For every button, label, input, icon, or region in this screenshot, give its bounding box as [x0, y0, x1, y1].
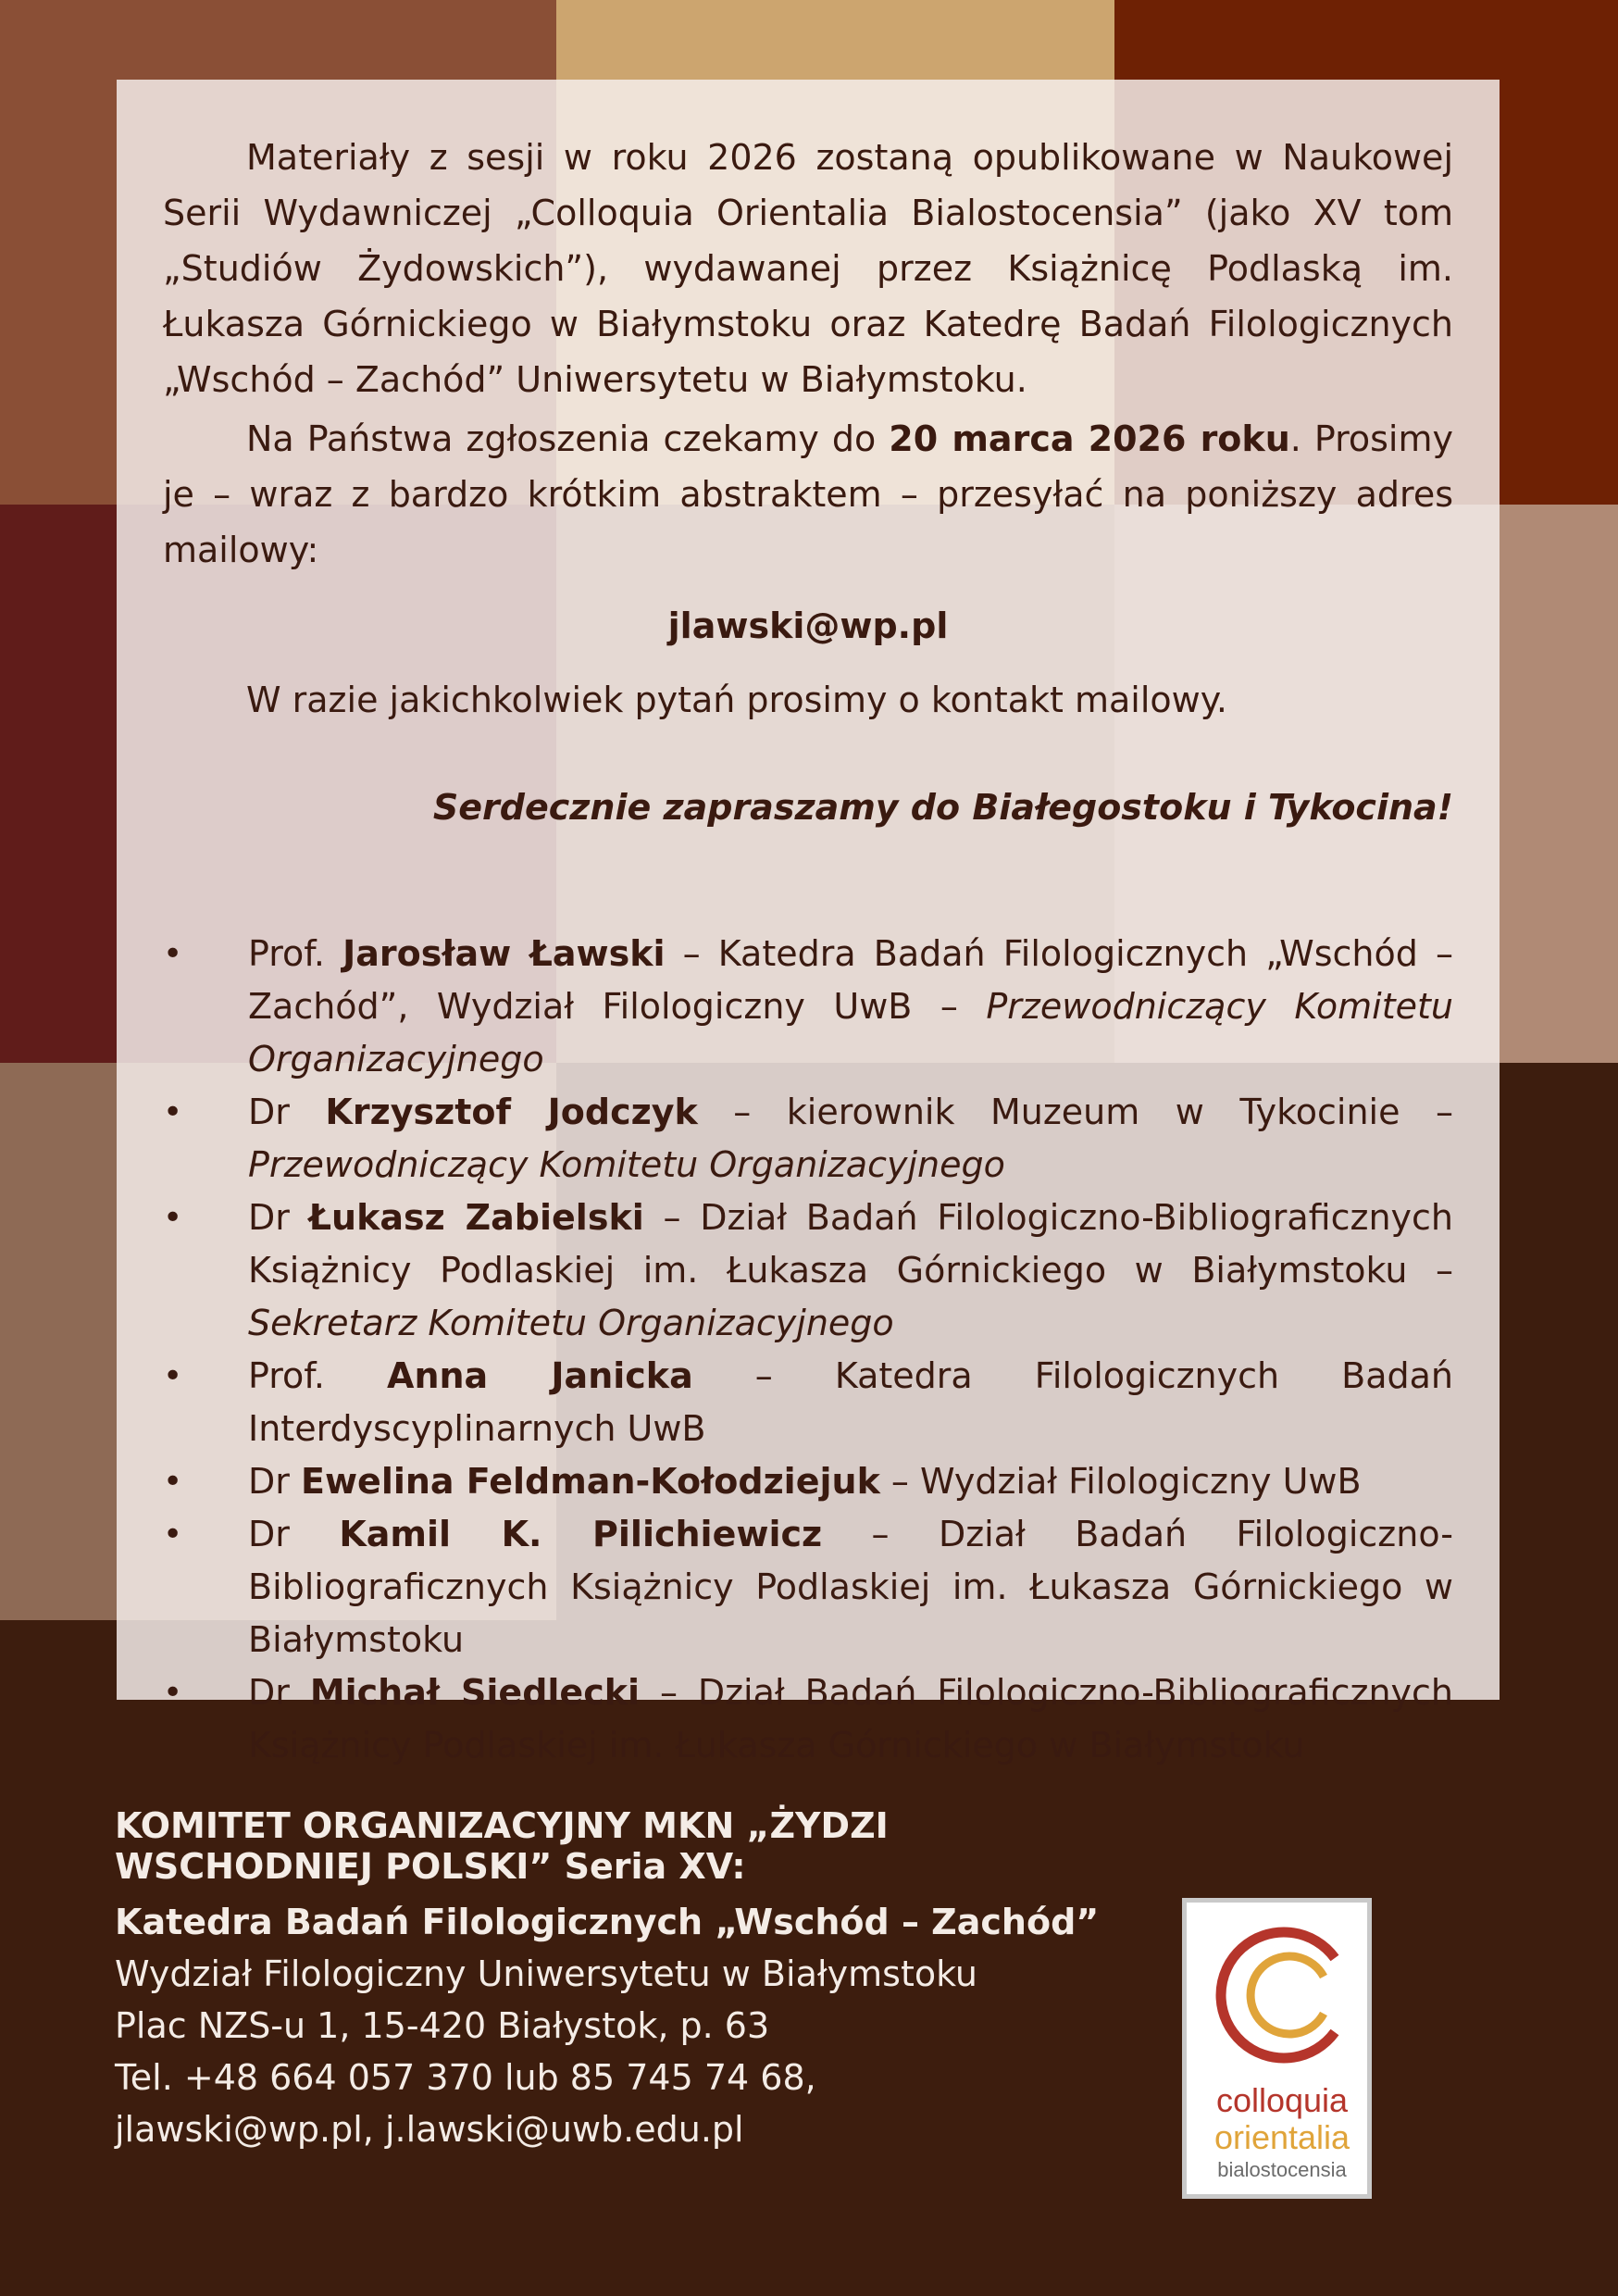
footer-address: Plac NZS-u 1, 15-420 Białystok, p. 63: [115, 2005, 770, 2046]
member-affiliation: – Wydział Filologiczny UwB: [879, 1461, 1362, 1502]
member-title: Dr: [248, 1672, 290, 1713]
member-affiliation: – Dział Badań Filologiczno-Bibliograficznych Książnicy Podlaskiej im. Łukasza Górnickiego w Białymstoku –: [248, 1197, 1453, 1291]
member-affiliation: – Dział Badań Filologiczno-Bibliograficznych Książnicy Podlaskiej im. Łukasza Górnickiego w Białymstoku: [248, 1514, 1454, 1660]
list-item: [163, 928, 1453, 1086]
member-name: Ewelina Feldman-Kołodziejuk: [300, 1461, 880, 1502]
deadline-text-before: Na Państwa zgłoszenia czekamy do: [246, 418, 890, 459]
invitation-text: Serdecznie zapraszamy do Białegostoku i Tykocina!: [432, 787, 1453, 828]
member-name: Michał Siedlecki: [309, 1672, 641, 1713]
member-title: Dr: [248, 1461, 290, 1502]
main-content: [163, 130, 1453, 1772]
member-name: Jarosław Ławski: [342, 933, 666, 974]
footer-faculty: Wydział Filologiczny Uniwersytetu w Białymstoku: [115, 1953, 978, 1994]
member-title: Dr: [248, 1514, 290, 1554]
member-affiliation: – Katedra Badań Filologicznych „Wschód – Zachód”, Wydział Filologiczny UwB –: [248, 933, 1453, 1027]
member-role: Przewodniczący Komitetu Organizacyjnego: [248, 1144, 1005, 1185]
bullet-icon: •: [163, 1674, 183, 1712]
deadline-text-after: . Prosimy je – wraz z bardzo krótkim abstraktem – przesyłać na poniższy adres mailowy:: [163, 418, 1453, 570]
logo-text-bialostocensia: bialostocensia: [1217, 2158, 1347, 2181]
logo-text-orientalia: orientalia: [1214, 2118, 1350, 2156]
submission-email[interactable]: jlawski@wp.pl: [667, 605, 949, 646]
member-name: Kamil K. Pilichiewicz: [339, 1514, 823, 1554]
member-name: Anna Janicka: [387, 1355, 693, 1396]
list-item: [163, 1086, 1453, 1192]
member-affiliation: – Dział Badań Filologiczno-Bibliograficznych Książnicy Podlaskiej im. Łukasza Górnickiego w Białymstoku: [248, 1672, 1453, 1766]
committee-list: [163, 928, 1453, 1772]
list-item: [163, 1350, 1453, 1455]
publication-paragraph: Materiały z sesji w roku 2026 zostaną opublikowane w Naukowej Serii Wydawniczej „Colloquia Orientalia Bialostocensia” (jako XV tom „Studiów Żydowskich”), wydawanej przez Książnicę Podlaską im. Łukasza Górnickiego w Białymstoku oraz Katedrę Badań Filologicznych „Wschód – Zachód” Uniwersytetu w Białymstoku.: [163, 137, 1453, 400]
footer-heading: KOMITET ORGANIZACYJNY MKN „ŻYDZI WSCHODNIEJ POLSKI” Seria XV:: [115, 1805, 889, 1887]
list-item: [163, 1666, 1453, 1772]
member-title: Prof.: [248, 1355, 325, 1396]
list-item: [163, 1508, 1453, 1666]
member-name: Krzysztof Jodczyk: [325, 1092, 698, 1132]
bullet-icon: •: [163, 1516, 183, 1554]
member-title: Prof.: [248, 933, 325, 974]
deadline-date: 20 marca 2026 roku: [889, 418, 1290, 459]
list-item: [163, 1455, 1453, 1508]
footer-contact: [115, 1896, 1133, 2155]
bullet-icon: •: [163, 1093, 183, 1131]
questions-paragraph: W razie jakichkolwiek pytań prosimy o kontakt mailowy.: [246, 680, 1227, 720]
member-affiliation: – Katedra Filologicznych Badań Interdyscyplinarnych UwB: [248, 1355, 1453, 1449]
colloquia-logo: [1182, 1898, 1372, 2199]
deadline-paragraph: [163, 411, 1453, 578]
member-title: Dr: [248, 1092, 290, 1132]
bullet-icon: •: [163, 1357, 183, 1395]
member-affiliation: – kierownik Muzeum w Tykocinie –: [697, 1092, 1453, 1132]
logo-rings-icon: [1187, 1903, 1367, 2088]
logo-text-colloquia: colloquia: [1215, 2081, 1349, 2119]
bullet-icon: •: [163, 1463, 183, 1501]
member-role: Przewodniczący Komitetu Organizacyjnego: [248, 986, 1453, 1079]
member-name: Łukasz Zabielski: [308, 1197, 644, 1238]
bullet-icon: •: [163, 1199, 183, 1237]
member-role: Sekretarz Komitetu Organizacyjnego: [248, 1303, 894, 1343]
footer-phone: Tel. +48 664 057 370 lub 85 745 74 68,: [115, 2057, 816, 2098]
footer-department: Katedra Badań Filologicznych „Wschód – Zachód”: [115, 1902, 1100, 1942]
member-title: Dr: [248, 1197, 290, 1238]
footer-emails[interactable]: jlawski@wp.pl, j.lawski@uwb.edu.pl: [115, 2109, 744, 2150]
bullet-icon: •: [163, 935, 183, 973]
list-item: [163, 1192, 1453, 1350]
